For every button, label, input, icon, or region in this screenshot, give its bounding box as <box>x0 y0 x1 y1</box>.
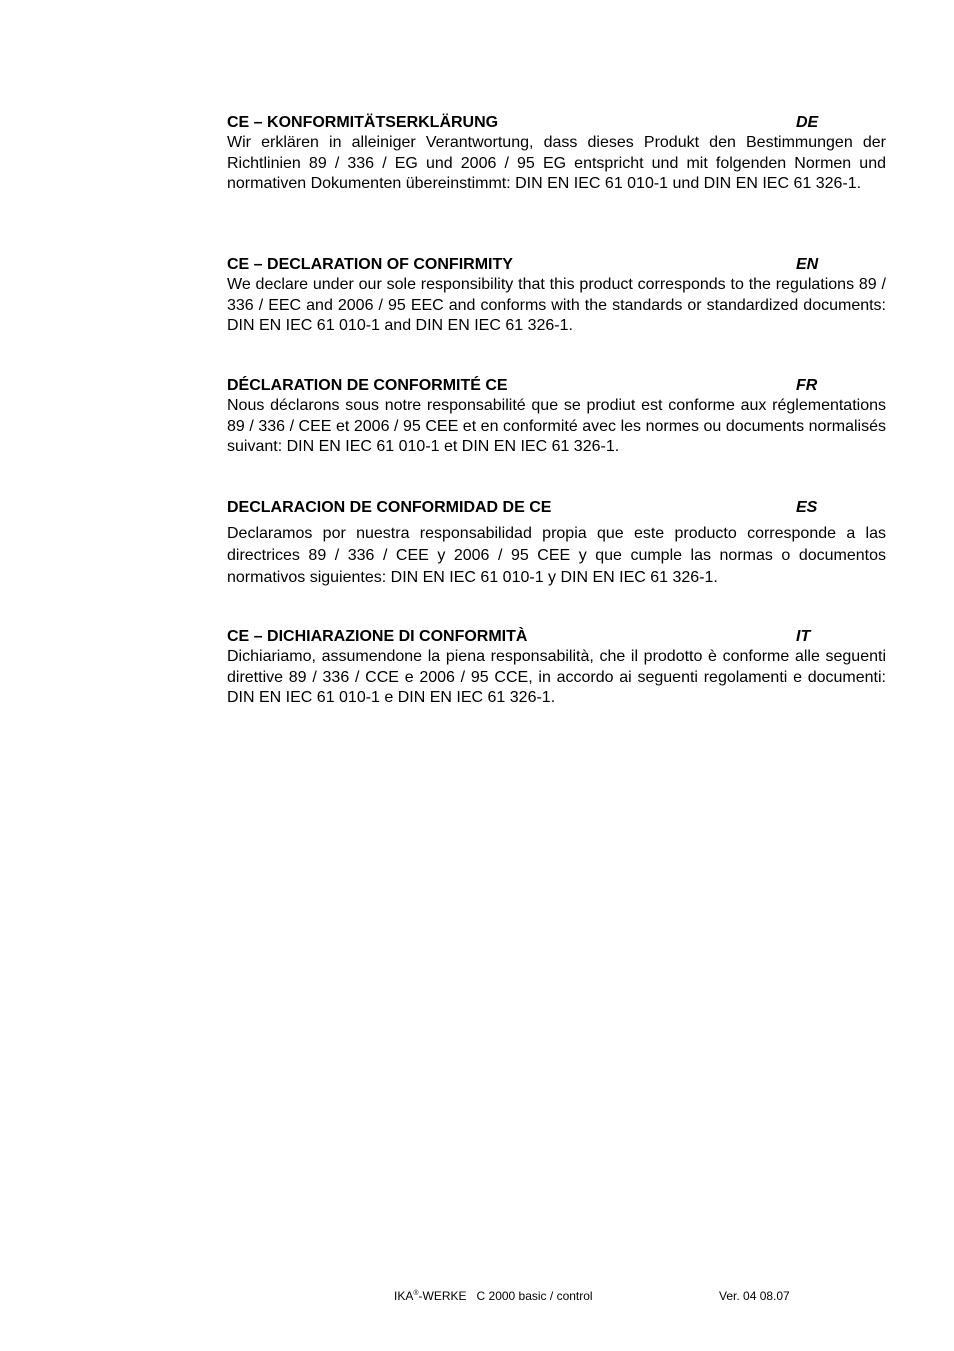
footer-product <box>394 1288 593 1304</box>
declaration-section-en <box>227 255 886 337</box>
language-code: ES <box>796 499 818 516</box>
section-body: Dichiariamo, assumendone la piena responsabilità, che il prodotto è conforme alle seguenti direttive 89 / 336 / CCE e 2006 / 95 CCE, in accordo ai seguenti regolamenti e documenti: DIN EN IEC 61 010-1 e DIN EN IEC 61 326-1. <box>227 648 886 706</box>
section-title: DÉCLARATION DE CONFORMITÉ CE <box>227 377 508 394</box>
footer-version: Ver. 04 08.07 <box>719 1289 790 1303</box>
registered-mark: ® <box>413 1290 419 1297</box>
section-body: We declare under our sole responsibility that this product corresponds to the regulations 89 / 336 / EEC and 2006 / 95 EEC and conforms with the standards or standardized documents: DIN EN IEC 61 010-1 and DIN EN IEC 61 326-1. <box>227 276 886 334</box>
declaration-section-fr <box>227 376 886 458</box>
section-body: Declaramos por nuestra responsabilidad propia que este producto corresponde a las directrices 89 / 336 / CEE y 2006 / 95 CEE y que cumple las normas o documentos normativos siguientes: DIN EN IEC 61 010-1 y DIN EN IEC 61 326-1. <box>227 525 886 586</box>
language-code: EN <box>796 256 819 273</box>
section-title: CE – DECLARATION OF CONFIRMITY <box>227 256 513 273</box>
section-title: DECLARACION DE CONFORMIDAD DE CE <box>227 499 552 516</box>
language-code: DE <box>796 114 819 131</box>
section-heading <box>227 376 886 396</box>
language-code: FR <box>796 377 818 394</box>
section-title: CE – KONFORMITÄTSERKLÄRUNG <box>227 114 499 131</box>
language-code: IT <box>796 628 811 645</box>
declaration-section-it <box>227 627 886 709</box>
footer-product-name: -WERKE C 2000 basic / control <box>418 1289 593 1303</box>
section-heading <box>227 627 886 647</box>
page-footer <box>0 1288 954 1304</box>
section-heading <box>227 498 886 518</box>
section-body: Wir erklären in alleiniger Verantwortung, dass dieses Produkt den Bestimmungen der Richtlinien 89 / 336 / EG und 2006 / 95 EG entspricht und mit folgenden Normen und normativen Dokumenten übereinstimmt: DIN EN IEC 61 010-1 und DIN EN IEC 61 326-1. <box>227 134 886 192</box>
section-title: CE – DICHIARAZIONE DI CONFORMITÀ <box>227 628 528 645</box>
footer-brand: IKA <box>394 1289 414 1303</box>
section-heading <box>227 113 886 133</box>
declaration-section-de <box>227 113 886 195</box>
section-heading <box>227 255 886 275</box>
section-body: Nous déclarons sous notre responsabilité que se prodiut est conforme aux réglementations 89 / 336 / CEE et 2006 / 95 CEE et en conformité avec les normes ou documents normalisés suivant: DIN EN IEC 61 010-1 et DIN EN IEC 61 326-1. <box>227 397 886 455</box>
declaration-section-es <box>227 498 886 589</box>
